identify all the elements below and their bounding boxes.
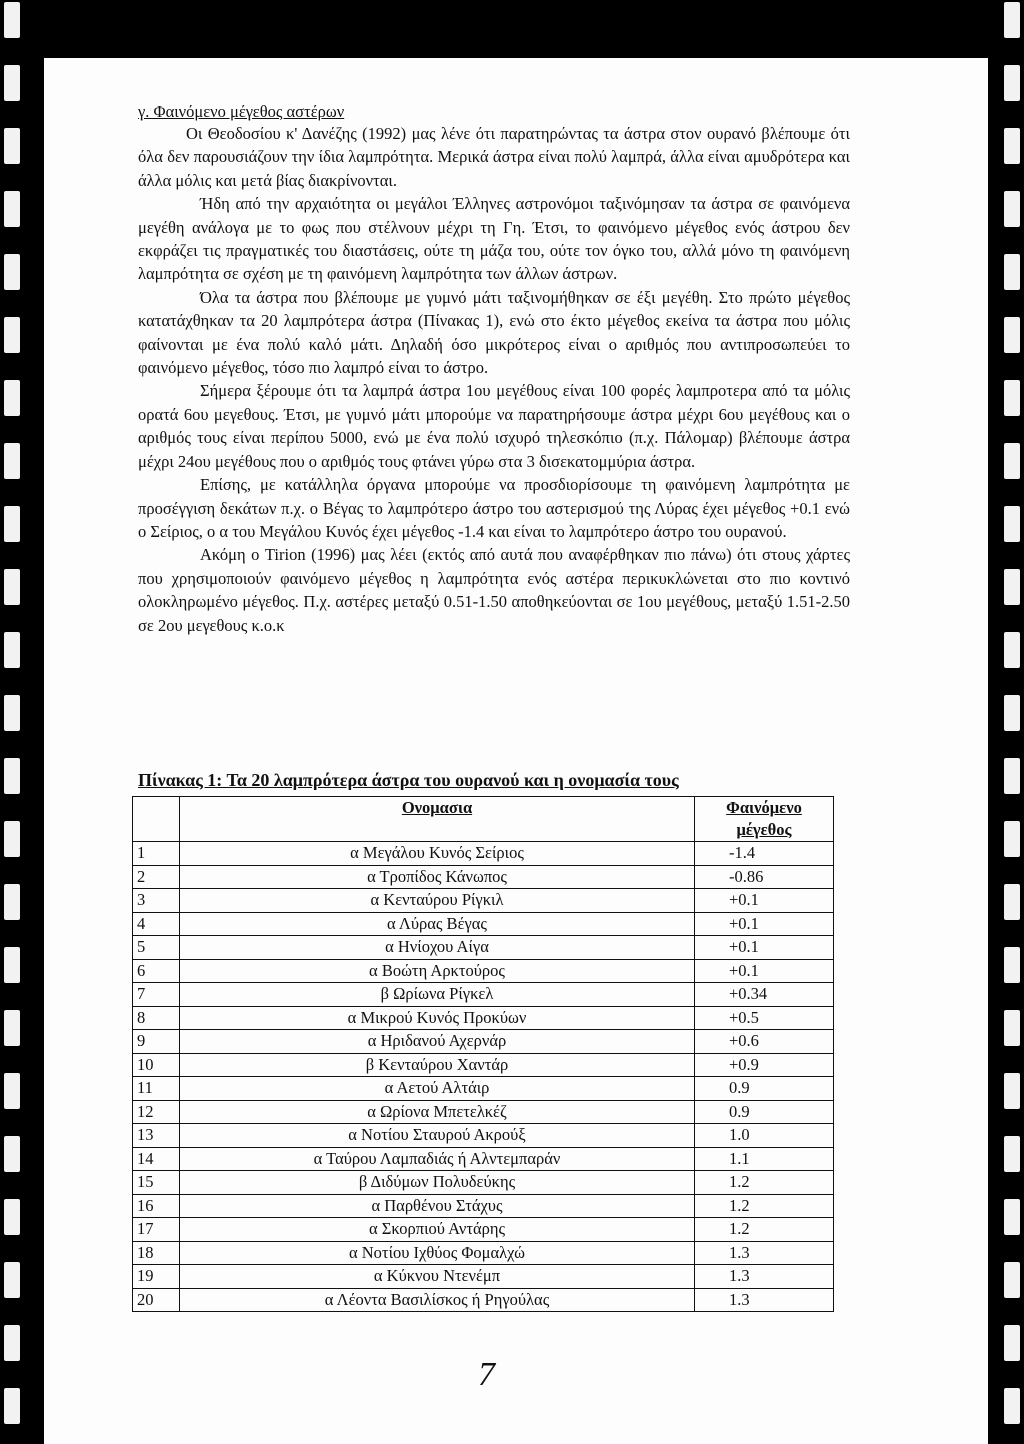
star-name: α Λύρας Βέγας (180, 912, 695, 936)
star-name: α Ηριδανού Αχερνάρ (180, 1030, 695, 1054)
film-perforation (1004, 317, 1020, 353)
brightest-stars-table (132, 796, 834, 1312)
film-perforation (1004, 1325, 1020, 1361)
film-strip-left (4, 0, 20, 1444)
film-perforation (1004, 128, 1020, 164)
film-perforation (1004, 569, 1020, 605)
table-row (133, 842, 834, 866)
table-row (133, 959, 834, 983)
row-number: 5 (133, 936, 180, 960)
film-perforation (4, 1136, 20, 1172)
section-heading: γ. Φαινόμενο μέγεθος αστέρων (138, 102, 345, 121)
star-magnitude: 0.9 (695, 1100, 834, 1124)
film-perforation (4, 695, 20, 731)
film-perforation (1004, 1136, 1020, 1172)
table-row (133, 1053, 834, 1077)
row-number: 16 (133, 1194, 180, 1218)
star-magnitude: 1.1 (695, 1147, 834, 1171)
table-row (133, 1194, 834, 1218)
table-row (133, 1147, 834, 1171)
table-body (133, 842, 834, 1312)
table-row (133, 1241, 834, 1265)
film-perforation (4, 1325, 20, 1361)
page-number: 7 (478, 1356, 495, 1393)
star-name: α Βοώτη Αρκτούρος (180, 959, 695, 983)
body-text (138, 122, 850, 637)
film-perforation (4, 569, 20, 605)
star-magnitude: +0.1 (695, 959, 834, 983)
row-number: 2 (133, 865, 180, 889)
table-row (133, 1030, 834, 1054)
row-number: 19 (133, 1265, 180, 1289)
paragraph-4: Σήμερα ξέρουμε ότι τα λαμπρά άστρα 1ου μεγέθους είναι 100 φορές λαμπροτερα από τα μόλις ορατά 6ου μεγεθους. Έτσι, με γυμνό μάτι μπορούμε να παρατηρήσουμε άστρα μέχρι 6ου μεγέθους και ο αριθμός τους είναι περίπου 5000, ενώ με ένα πολύ ισχυρό τηλεσκόπιο (π.χ. Πάλομαρ) βλέπουμε άστρα μέχρι 24ου μεγέθους που ο αριθμός τους φτάνει γύρω στα 3 δισεκατομμύρια άστρα. (138, 381, 850, 471)
film-perforation (1004, 632, 1020, 668)
table-row (133, 1124, 834, 1148)
row-number: 6 (133, 959, 180, 983)
star-name: α Νοτίου Σταυρού Ακρούξ (180, 1124, 695, 1148)
star-name: β Ωρίωνα Ρίγκελ (180, 983, 695, 1007)
star-name: α Σκορπιού Αντάρης (180, 1218, 695, 1242)
row-number: 3 (133, 889, 180, 913)
film-perforation (4, 65, 20, 101)
film-perforation (1004, 443, 1020, 479)
star-magnitude: +0.9 (695, 1053, 834, 1077)
film-perforation (1004, 821, 1020, 857)
star-magnitude: 1.0 (695, 1124, 834, 1148)
star-name: α Μικρού Κυνός Προκύων (180, 1006, 695, 1030)
header-magnitude: Φαινόμενο μέγεθος (695, 797, 834, 842)
star-name: α Αετού Αλτάιρ (180, 1077, 695, 1101)
star-magnitude: +0.34 (695, 983, 834, 1007)
film-perforation (4, 254, 20, 290)
star-name: α Κύκνου Ντενέμπ (180, 1265, 695, 1289)
film-perforation (4, 1010, 20, 1046)
table-row (133, 1265, 834, 1289)
film-perforation (4, 380, 20, 416)
header-name: Ονομασια (180, 797, 695, 842)
star-name: α Ταύρου Λαμπαδιάς ή Αλντεμπαράν (180, 1147, 695, 1171)
row-number: 11 (133, 1077, 180, 1101)
film-perforation (4, 191, 20, 227)
film-perforation (4, 506, 20, 542)
film-perforation (1004, 2, 1020, 38)
star-name: α Κενταύρου Ρίγκιλ (180, 889, 695, 913)
table-row (133, 1077, 834, 1101)
table-row (133, 983, 834, 1007)
film-perforation (4, 1262, 20, 1298)
paragraph-1: Οι Θεοδοσίου κ' Δανέζης (1992) μας λένε ότι παρατηρώντας τα άστρα στον ουρανό βλέπουμε ότι όλα δεν παρουσιάζουν την ίδια λαμπρότητα. Μερικά άστρα είναι πολύ λαμπρά, άλλα είναι αμυδρότερα και άλλα μόλις και μετά βίας διακρίνονται. (138, 124, 850, 190)
film-perforation (4, 884, 20, 920)
paragraph-5: Επίσης, με κατάλληλα όργανα μπορούμε να προσδιορίσουμε τη φαινόμενη λαμπρότητα με προσέγγιση δεκάτων π.χ. ο Βέγας το λαμπρότερο άστρο του αστερισμού της Λύρας έχει μέγεθος +0.1 ενώ ο Σείριος, ο α του Μεγάλου Κυνός έχει μέγεθος -1.4 και είναι το λαμπρότερο άστρο του ουρανού. (138, 475, 850, 541)
star-name: α Μεγάλου Κυνός Σείριος (180, 842, 695, 866)
film-perforation (4, 1073, 20, 1109)
film-perforation (4, 317, 20, 353)
star-name: α Ωρίονα Μπετελκέζ (180, 1100, 695, 1124)
star-name: α Νοτίου Ιχθύος Φομαλχώ (180, 1241, 695, 1265)
star-magnitude: 1.3 (695, 1265, 834, 1289)
film-perforation (4, 632, 20, 668)
star-name: α Τροπίδος Κάνωπος (180, 865, 695, 889)
star-magnitude: -1.4 (695, 842, 834, 866)
star-magnitude: +0.1 (695, 889, 834, 913)
table-row (133, 889, 834, 913)
film-perforation (1004, 1073, 1020, 1109)
film-perforation (1004, 758, 1020, 794)
film-perforation (4, 443, 20, 479)
header-number (133, 797, 180, 842)
table-row (133, 1171, 834, 1195)
paragraph-6: Ακόμη ο Tirion (1996) μας λέει (εκτός από αυτά που αναφέρθηκαν πιο πάνω) ότι στους χάρτες που χρησιμοποιούν φαινόμενο μέγεθος η λαμπρότητα ενός αστέρα περικυκλώνεται στο πιο κοντινό ολοκληρωμένο μέγεθος. Π.χ. αστέρες μεταξύ 0.51-1.50 αποθηκεύονται σε 1ου μεγέθους, μεταξύ 1.51-2.50 σε 2ου μεγεθους κ.ο.κ (138, 545, 850, 635)
star-magnitude: 1.2 (695, 1171, 834, 1195)
star-magnitude: 1.2 (695, 1218, 834, 1242)
table-row (133, 1218, 834, 1242)
table-row (133, 865, 834, 889)
row-number: 17 (133, 1218, 180, 1242)
film-strip-right (1004, 0, 1020, 1444)
row-number: 13 (133, 1124, 180, 1148)
row-number: 7 (133, 983, 180, 1007)
row-number: 4 (133, 912, 180, 936)
table-row (133, 1100, 834, 1124)
star-name: β Κενταύρου Χαντάρ (180, 1053, 695, 1077)
film-perforation (4, 2, 20, 38)
row-number: 1 (133, 842, 180, 866)
film-perforation (1004, 1199, 1020, 1235)
film-perforation (1004, 1388, 1020, 1424)
table-header-row (133, 797, 834, 842)
film-perforation (4, 1199, 20, 1235)
star-magnitude: +0.1 (695, 936, 834, 960)
table-row (133, 1006, 834, 1030)
star-name: α Ηνίοχου Αίγα (180, 936, 695, 960)
table-caption: Πίνακας 1: Τα 20 λαμπρότερα άστρα του ουρανού και η ονομασία τους (138, 770, 679, 790)
star-magnitude: +0.6 (695, 1030, 834, 1054)
film-perforation (1004, 1010, 1020, 1046)
row-number: 10 (133, 1053, 180, 1077)
star-magnitude: 1.2 (695, 1194, 834, 1218)
film-perforation (1004, 380, 1020, 416)
film-perforation (4, 758, 20, 794)
star-name: β Διδύμων Πολυδεύκης (180, 1171, 695, 1195)
row-number: 20 (133, 1288, 180, 1312)
film-perforation (1004, 947, 1020, 983)
row-number: 9 (133, 1030, 180, 1054)
star-name: α Παρθένου Στάχυς (180, 1194, 695, 1218)
table-row (133, 912, 834, 936)
film-perforation (1004, 65, 1020, 101)
film-perforation (4, 1388, 20, 1424)
star-name: α Λέοντα Βασιλίσκος ή Ρηγούλας (180, 1288, 695, 1312)
star-magnitude: 1.3 (695, 1288, 834, 1312)
film-perforation (1004, 695, 1020, 731)
row-number: 12 (133, 1100, 180, 1124)
film-perforation (1004, 191, 1020, 227)
film-perforation (1004, 884, 1020, 920)
film-perforation (1004, 506, 1020, 542)
row-number: 15 (133, 1171, 180, 1195)
row-number: 8 (133, 1006, 180, 1030)
row-number: 14 (133, 1147, 180, 1171)
star-magnitude: -0.86 (695, 865, 834, 889)
film-perforation (1004, 1262, 1020, 1298)
star-magnitude: +0.1 (695, 912, 834, 936)
row-number: 18 (133, 1241, 180, 1265)
star-magnitude: 0.9 (695, 1077, 834, 1101)
film-perforation (4, 128, 20, 164)
paragraph-3: Όλα τα άστρα που βλέπουμε με γυμνό μάτι ταξινομήθηκαν σε έξι μεγέθη. Στο πρώτο μέγεθος κατατάχθηκαν τα 20 λαμπρότερα άστρα (Πίνακας 1), ενώ στο έκτο μέγεθος εκείνα τα άστρα που μόλις φαίνονται με ένα πολύ καλό μάτι. Δηλαδή όσο μικρότερος είναι ο αριθμός που αντιπροσωπεύει το φαινόμενο μέγεθος, τόσο πιο λαμπρό είναι το άστρο. (138, 287, 850, 378)
film-perforation (1004, 254, 1020, 290)
star-magnitude: 1.3 (695, 1241, 834, 1265)
table-row (133, 936, 834, 960)
star-magnitude: +0.5 (695, 1006, 834, 1030)
paragraph-2: Ήδη από την αρχαιότητα οι μεγάλοι Έλληνες αστρονόμοι ταξινόμησαν τα άστρα σε φαινόμενα μεγέθη ανάλογα με το φως που στέλνουν μέχρι τη Γη. Έτσι, το φαινόμενο μέγεθος ενός άστρου δεν εκφράζει τις πραγματικές του διαστάσεις, ούτε τη μάζα του, ούτε τον όγκο του, αλλά μόνο τη φαινόμενη λαμπρότητα σε σχέση με τη φαινόμενη λαμπρότητα των άλλων άστρων. (138, 194, 850, 284)
film-perforation (4, 821, 20, 857)
table-row (133, 1288, 834, 1312)
film-perforation (4, 947, 20, 983)
